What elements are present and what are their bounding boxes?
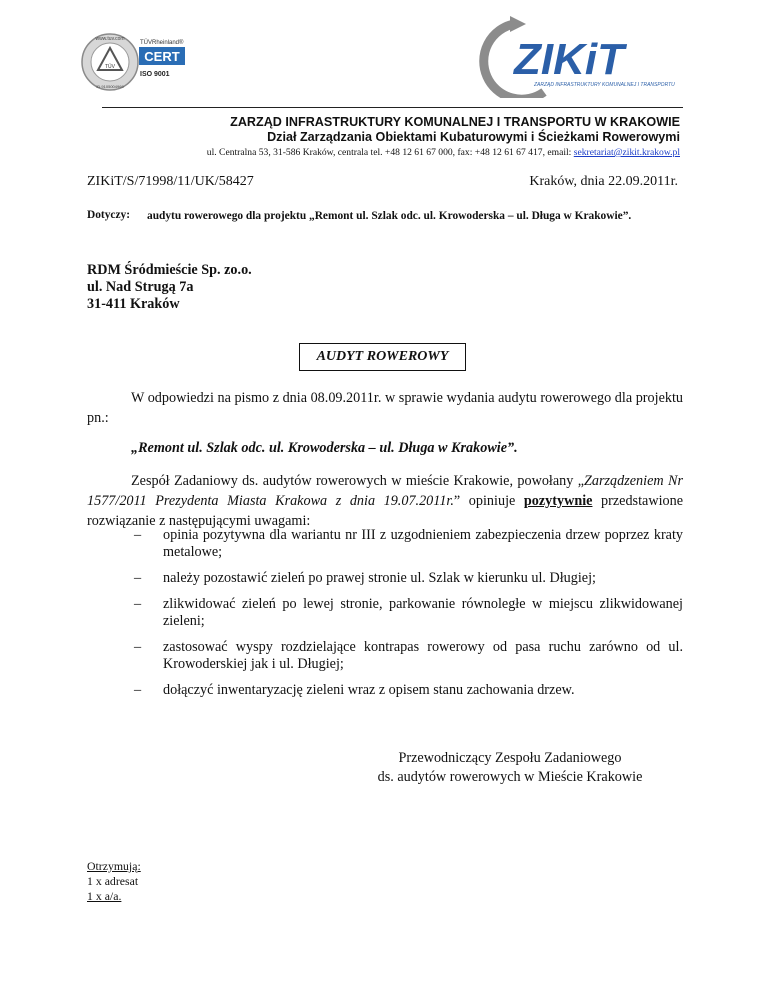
recipient-street: ul. Nad Strugą 7a xyxy=(87,279,194,295)
svg-text:TÜV: TÜV xyxy=(105,64,115,70)
zikit-wordmark: ZIKiT xyxy=(514,35,624,84)
document-title: AUDYT ROWEROWY xyxy=(299,343,466,371)
header-divider xyxy=(102,107,683,108)
opinion-decree: Zarządzeniem Nr 1577/2011 Prezydenta Miasta Krakowa z dnia 19.07.2011r. xyxy=(87,473,683,509)
contact-text: ul. Centralna 53, 31-586 Kraków, centrala tel. +48 12 61 67 000, fax: +48 12 61 67 417, email: xyxy=(206,147,572,158)
subject xyxy=(87,209,683,223)
zikit-tagline: ZARZĄD INFRASTRUKTURY KOMUNALNEJ I TRANSPORTU xyxy=(534,82,675,88)
recipient-address xyxy=(87,262,252,313)
tuv-cert-logo xyxy=(80,32,200,92)
opinion-verdict: pozytywnie xyxy=(523,493,593,509)
remark-text: dołączyć inwentaryzację zieleni wraz z opisem stanu zachowania drzew. xyxy=(163,682,575,698)
remark-text: opinia pozytywna dla wariantu nr III z uzgodnieniem zabezpieczenia drzew poprzez kraty metalowe; xyxy=(163,527,683,560)
tuv-ring-text-bottom: ID 9105004969 xyxy=(96,84,124,89)
project-name: „Remont ul. Szlak odc. ul. Krowoderska – ul. Długa w Krakowie”. xyxy=(131,440,518,456)
dash-bullet: – xyxy=(134,682,142,698)
opinion-paragraph xyxy=(87,471,683,531)
remark-text: zastosować wyspy rozdzielające kontrapas rowerowy od pasa ruchu zarówno od ul. Krowoderskiej jak i ul. Długiej; xyxy=(163,639,683,672)
letter-date: Kraków, dnia 22.09.2011r. xyxy=(529,174,678,189)
opinion-before: Zespół Zadaniowy ds. audytów rowerowych w mieście Krakowie, powołany „ xyxy=(131,473,585,489)
list-item xyxy=(87,527,683,561)
list-item xyxy=(87,639,683,673)
subject-label: Dotyczy: xyxy=(87,209,131,221)
list-item xyxy=(87,596,683,630)
dash-bullet: – xyxy=(134,596,142,612)
remark-text: należy pozostawić zieleń po prawej stronie ul. Szlak w kierunku ul. Długiej; xyxy=(163,570,596,586)
reference-number: ZIKiT/S/71998/11/UK/58427 xyxy=(87,174,254,189)
intro-paragraph: W odpowiedzi na pismo z dnia 08.09.2011r. w sprawie wydania audytu rowerowego dla projektu pn.: xyxy=(87,390,683,426)
org-name: ZARZĄD INFRASTRUKTURY KOMUNALNEJ I TRANSPORTU W KRAKOWIE xyxy=(230,115,680,129)
opinion-after: przedstawione rozwiązanie z następującymi uwagami: xyxy=(87,493,683,529)
opinion-mid: ” opiniuje xyxy=(453,493,524,509)
distribution-label: Otrzymują: xyxy=(87,859,141,873)
signature-line-2: ds. audytów rowerowych w Mieście Krakowie xyxy=(377,769,643,785)
tuv-ring-text: www.tuv.com xyxy=(95,36,125,42)
distribution-item: 1 x adresat xyxy=(87,874,139,888)
org-contact xyxy=(207,147,680,158)
remarks-list xyxy=(87,527,683,708)
remark-text: zlikwidować zieleń po lewej stronie, parkowanie równoległe w miejscu zlikwidowanej zieleni; xyxy=(163,596,683,629)
org-department: Dział Zarządzania Obiektami Kubaturowymi i Ścieżkami Rowerowymi xyxy=(267,130,680,144)
list-item xyxy=(87,682,683,699)
tuv-iso: ISO 9001 xyxy=(140,71,170,78)
dash-bullet: – xyxy=(134,639,142,655)
distribution-list xyxy=(87,859,141,904)
dash-bullet: – xyxy=(134,527,142,543)
recipient-city: 31-411 Kraków xyxy=(87,296,180,312)
distribution-item: 1 x a/a. xyxy=(87,889,122,903)
dash-bullet: – xyxy=(134,570,142,586)
signature-line-1: Przewodniczący Zespołu Zadaniowego xyxy=(398,750,622,766)
subject-text: audytu rowerowego dla projektu „Remont ul. Szlak odc. ul. Krowoderska – ul. Długa w Krakowie”. xyxy=(147,210,632,222)
email-link[interactable]: sekretariat@zikit.krakow.pl xyxy=(573,147,680,158)
zikit-logo xyxy=(474,14,689,98)
signature-block xyxy=(340,749,680,787)
list-item xyxy=(87,570,683,587)
tuv-brand: TÜVRheinland® xyxy=(140,40,184,46)
recipient-name: RDM Śródmieście Sp. zo.o. xyxy=(87,262,252,278)
tuv-cert: CERT xyxy=(144,49,180,64)
